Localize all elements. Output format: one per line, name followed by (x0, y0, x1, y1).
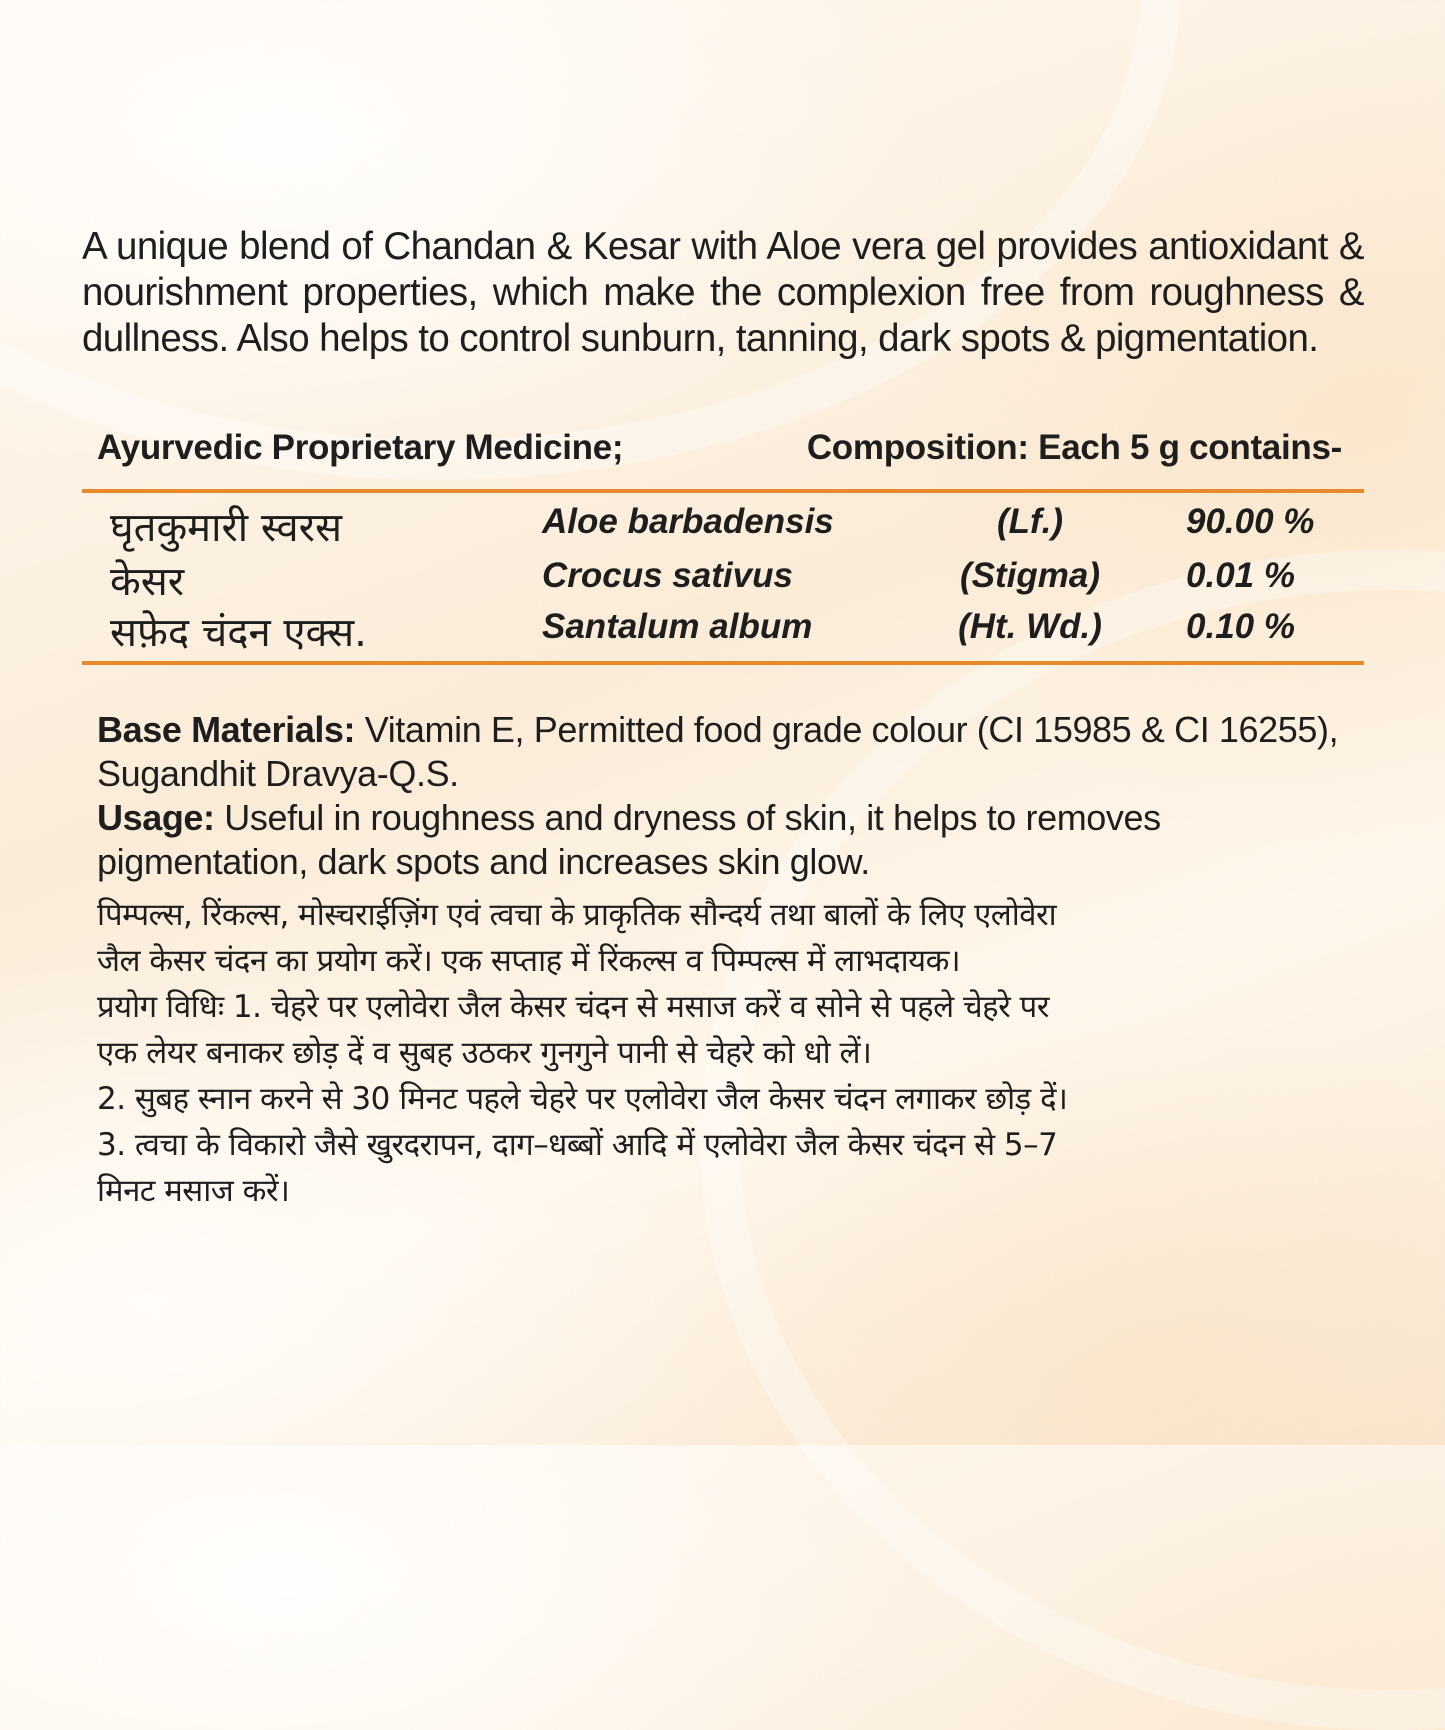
ingredient-hindi-name: सफ़ेद चंदन एक्स. (110, 610, 367, 656)
product-description: A unique blend of Chandan & Kesar with Aloe vera gel provides antioxidant & nourishment properties, which make the complexion free from roughness & dullness. Also helps to control sunburn, tanning, dark spots & pigmentation. (82, 225, 1364, 360)
product-info (97, 708, 1377, 884)
usage-text: Useful in roughness and dryness of skin, it helps to removes pigmentation, dark spots and increases skin glow. (97, 797, 1161, 882)
table-top-divider (82, 489, 1364, 493)
composition-row (0, 502, 1445, 554)
base-materials-text: Vitamin E, Permitted food grade colour (CI 15985 & CI 16255), Sugandhit Dravya-Q.S. (97, 709, 1339, 794)
hindi-instructions (97, 892, 1387, 1214)
composition-header (97, 428, 1342, 468)
base-materials-label: Base Materials: (97, 709, 356, 750)
ingredient-plant-part: (Lf.) (996, 502, 1064, 541)
hindi-line: मिनट मसाज करें। (97, 1173, 290, 1209)
ingredient-botanical-name: Aloe barbadensis (542, 502, 834, 541)
hindi-line: एक लेयर बनाकर छोड़ दें व सुबह उठकर गुनगुने पानी से चेहरे को धो लें। (97, 1035, 872, 1071)
composition-label: Composition: Each 5 g contains- (806, 428, 1342, 467)
ingredient-botanical-name: Crocus sativus (542, 556, 793, 595)
composition-row (0, 556, 1445, 608)
hindi-line: 3. त्वचा के विकारो जैसे खुरदरापन, दाग–धब्बों आदि में एलोवेरा जैल केसर चंदन से 5–7 (97, 1127, 1058, 1163)
hindi-line: 2. सुबह स्नान करने से 30 मिनट पहले चेहरे पर एलोवेरा जैल केसर चंदन लगाकर छोड़ दें। (97, 1081, 1068, 1117)
hindi-line: पिम्पल्स, रिंकल्स, मोस्चराईज़िंग एवं त्वचा के प्राकृतिक सौन्दर्य तथा बालों के लिए एलोवेरा (97, 897, 1057, 933)
ingredient-hindi-name: घृतकुमारी स्वरस (110, 505, 343, 551)
medicine-type-label: Ayurvedic Proprietary Medicine; (97, 428, 624, 467)
ingredient-botanical-name: Santalum album (542, 607, 813, 646)
ingredient-hindi-name: केसर (110, 559, 185, 605)
hindi-line: प्रयोग विधिः 1. चेहरे पर एलोवेरा जैल केसर चंदन से मसाज करें व सोने से पहले चेहरे पर (97, 989, 1049, 1025)
usage-label: Usage: (97, 797, 215, 838)
usage (97, 796, 1377, 884)
ingredient-percentage: 0.10 % (1186, 607, 1295, 646)
table-bottom-divider (82, 661, 1364, 665)
ingredient-percentage: 0.01 % (1186, 556, 1295, 595)
hindi-line: जैल केसर चंदन का प्रयोग करें। एक सप्ताह में रिंकल्स व पिम्पल्स में लाभदायक। (97, 943, 961, 979)
ingredient-percentage: 90.00 % (1186, 502, 1315, 541)
ingredient-plant-part: (Stigma) (960, 556, 1100, 595)
ingredient-plant-part: (Ht. Wd.) (958, 607, 1102, 646)
base-materials (97, 708, 1377, 796)
composition-row (0, 607, 1445, 659)
